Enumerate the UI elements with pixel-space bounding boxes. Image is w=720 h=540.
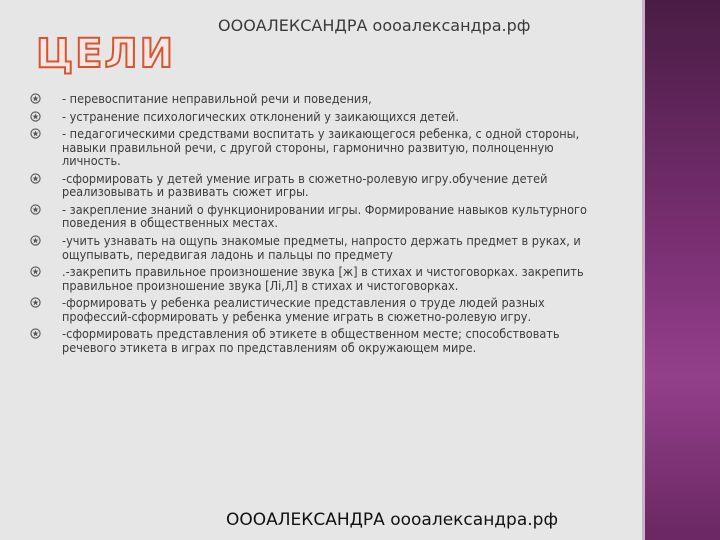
goal-text: -формировать у ребенка реалистические представления о труде людей разных профессий-сформировать у ребенка умение играть в сюжетно-ролевую игру. bbox=[62, 295, 545, 324]
circled-star-icon bbox=[30, 235, 41, 246]
footer-watermark: ОООАЛЕКСАНДРА оооалександра.рф bbox=[226, 510, 558, 530]
goal-item bbox=[30, 127, 590, 167]
goal-item bbox=[30, 234, 590, 261]
circled-star-icon bbox=[30, 111, 41, 122]
decorative-side-band bbox=[642, 0, 720, 540]
circled-star-icon bbox=[30, 204, 41, 215]
goal-item bbox=[30, 265, 590, 292]
goal-text: .-закрепить правильное произношение звука [ж] в стихах и чистоговорках. закрепить правильное произношение звука [Лі,Л] в стихах и чистоговорках. bbox=[62, 264, 584, 293]
goal-item bbox=[30, 172, 590, 199]
goal-text: -сформировать у детей умение играть в сюжетно-ролевую игру.обучение детей реализовывать и развивать сюжет игры. bbox=[62, 170, 548, 200]
circled-star-icon bbox=[30, 266, 41, 277]
header-watermark: ОООАЛЕКСАНДРА оооалександра.рф bbox=[218, 16, 531, 35]
goal-item bbox=[30, 92, 590, 105]
circled-star-icon bbox=[30, 297, 41, 308]
goal-text: - педагогическими средствами воспитать у заикающегося ребенка, с одной стороны, навыки правильной речи, с другой стороны, гармонично развитую, полноценную личность. bbox=[62, 126, 580, 169]
slide-title: ЦЕЛИ bbox=[36, 31, 176, 77]
goal-item bbox=[30, 296, 590, 323]
goal-text: - устранение психологических отклонений у заикающихся детей. bbox=[62, 108, 459, 124]
circled-star-icon bbox=[30, 93, 41, 104]
circled-star-icon bbox=[30, 328, 41, 339]
goal-text: -сформировать представления об этикете в общественном месте; способствовать речевого этикета в играх по представлениям об окружающем мире. bbox=[62, 326, 560, 355]
circled-star-icon bbox=[30, 128, 41, 139]
goal-text: - закрепление знаний о функционировании игры. Формирование навыков культурного поведения в общественных местах. bbox=[62, 202, 587, 231]
goal-item bbox=[30, 110, 590, 123]
goal-text: - перевоспитание неправильной речи и поведения, bbox=[62, 91, 372, 106]
goal-item bbox=[30, 327, 590, 354]
goal-text: -учить узнавать на ощупь знакомые предметы, напросто держать предмет в руках, и ощупывать, передвигая ладонь и пальцы по предмету bbox=[62, 233, 581, 262]
circled-star-icon bbox=[30, 173, 41, 184]
goals-list bbox=[30, 92, 590, 359]
goal-item bbox=[30, 203, 590, 230]
